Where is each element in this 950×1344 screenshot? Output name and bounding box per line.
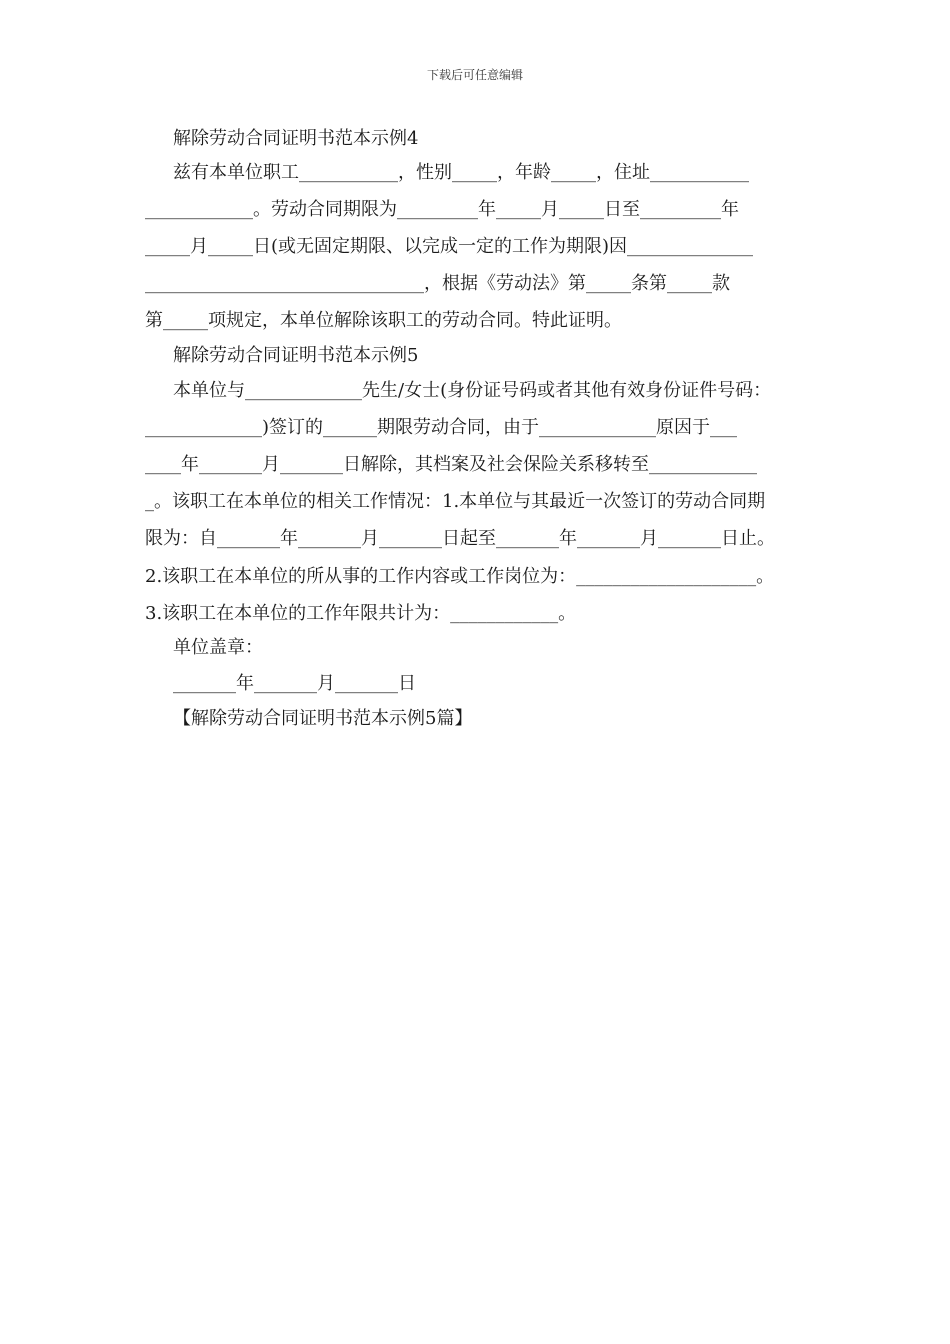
paragraph-line: _______________________________，根据《劳动法》第_____条第_____款 xyxy=(145,273,730,294)
paragraph-line: 兹有本单位职工___________，性别_____，年龄_____，住址___________ xyxy=(173,162,749,183)
seal-label: 单位盖章： xyxy=(173,637,263,658)
heading-example-4: 解除劳动合同证明书范本示例4 xyxy=(173,128,419,149)
paragraph-line: 3.该职工在本单位的工作年限共计为：____________。 xyxy=(145,603,577,624)
paragraph-line: ____________。劳动合同期限为_________年_____月_____日至_________年 xyxy=(145,199,739,220)
closing-title: 【解除劳动合同证明书范本示例5篇】 xyxy=(173,708,473,729)
paragraph-line: _____________)签订的______期限劳动合同，由于_____________原因于___ xyxy=(145,417,738,438)
paragraph-line: 2.该职工在本单位的所从事的工作内容或工作岗位为：____________________。 xyxy=(145,566,775,587)
date-line: _______年_______月_______日 xyxy=(173,673,416,694)
paragraph-line: ____年_______月_______日解除，其档案及社会保险关系移转至____________ xyxy=(145,454,757,475)
paragraph-line: _。该职工在本单位的相关工作情况：1.本单位与其最近一次签订的劳动合同期 xyxy=(145,491,766,512)
paragraph-line: _____月_____日(或无固定期限、以完成一定的工作为期限)因______________ xyxy=(145,236,754,257)
paragraph-line: 限为：自_______年_______月_______日起至_______年_______月_______日止。 xyxy=(145,528,775,549)
header-note: 下载后可任意编辑 xyxy=(426,68,523,82)
paragraph-line: 第_____项规定，本单位解除该职工的劳动合同。特此证明。 xyxy=(145,310,622,331)
heading-example-5: 解除劳动合同证明书范本示例5 xyxy=(173,345,419,366)
paragraph-line: 本单位与_____________先生/女士(身份证号码或者其他有效身份证件号码： xyxy=(173,380,772,401)
